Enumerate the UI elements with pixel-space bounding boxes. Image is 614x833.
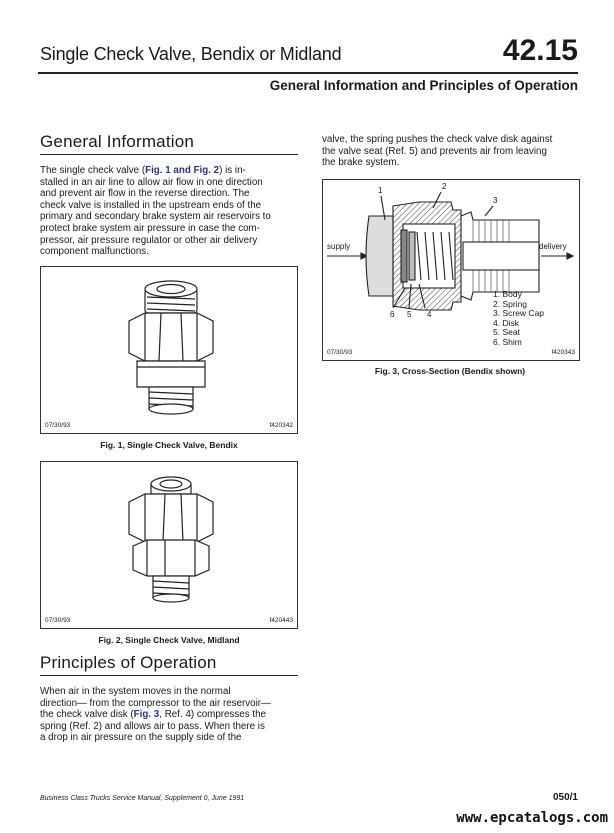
- principles-section: [40, 653, 298, 744]
- figure-2-date: 07/30/93: [45, 617, 71, 624]
- header-rule: [38, 72, 578, 74]
- general-information-heading: General Information: [40, 132, 195, 151]
- figure-1-caption: Fig. 1, Single Check Valve, Bendix: [100, 440, 238, 450]
- parts-legend: 1. Body 2. Spring 3. Screw Cap 4. Disk 5. Seat 6. Shim: [493, 289, 545, 347]
- principles-heading: Principles of Operation: [40, 653, 217, 672]
- figure-1-code: f420342: [269, 422, 293, 429]
- figure-1-date: 07/30/93: [45, 422, 71, 429]
- callout-3: 3: [493, 196, 498, 205]
- figure-3-caption: Fig. 3, Cross-Section (Bendix shown): [374, 366, 526, 376]
- figure-2-caption: Fig. 2, Single Check Valve, Midland: [98, 635, 240, 645]
- valve-bendix-illustration: [41, 267, 297, 433]
- principles-text: When air in the system moves in the normal direction— from the compressor to the air reservoir— the check valve disk (Fig. 3, Ref. 4) compresses the spring (Ref. 2) and allows air to pass. When there is a drop in air pressure on the supply side of the: [40, 686, 271, 744]
- page-number: 050/1: [552, 792, 578, 803]
- callout-1: 1: [378, 186, 383, 195]
- valve-midland-illustration: [41, 462, 297, 628]
- footer-manual-title: Business Class Trucks Service Manual, Supplement 0, June 1991: [40, 795, 245, 802]
- callout-2: 2: [442, 182, 447, 191]
- delivery-label: delivery: [539, 242, 567, 251]
- header-subtitle: General Information and Principles of Operation: [269, 78, 578, 93]
- supply-label: supply: [327, 242, 351, 251]
- figure-3-code: f420343: [551, 349, 575, 356]
- watermark: www.epcatalogs.com: [456, 810, 608, 826]
- right-column-text: valve, the spring pushes the check valve disk against the valve seat (Ref. 5) and prevents air from leaving the brake system.: [322, 134, 553, 169]
- heading-rule: [40, 154, 298, 155]
- header-title: Single Check Valve, Bendix or Midland: [40, 44, 342, 64]
- callout-4: 4: [427, 310, 432, 319]
- section-number: 42.15: [502, 34, 578, 67]
- general-information-text: The single check valve (Fig. 1 and Fig. 2) is in- stalled in an air line to allow air flow in one direction and prevent air flow in the reverse direction. The check valve is installed in the upstream ends of the primary and secondary brake system air reservoirs to protect brake system air pressure in case the com- pressor, air pressure regulator or other air delivery component malfunctions.: [40, 165, 271, 258]
- figure-3-box: [322, 179, 580, 361]
- callout-6: 6: [390, 310, 395, 319]
- general-information-section: [40, 132, 298, 258]
- fig-ref-link[interactable]: Fig. 3: [133, 709, 160, 721]
- heading-rule: [40, 675, 298, 676]
- figure-1-box: [40, 266, 298, 434]
- callout-5: 5: [407, 310, 412, 319]
- fig-ref-link[interactable]: Fig. 1 and Fig. 2: [145, 165, 220, 176]
- figure-3-date: 07/30/93: [327, 349, 353, 356]
- figure-2-box: [40, 461, 298, 629]
- figure-2-code: f420443: [269, 617, 293, 624]
